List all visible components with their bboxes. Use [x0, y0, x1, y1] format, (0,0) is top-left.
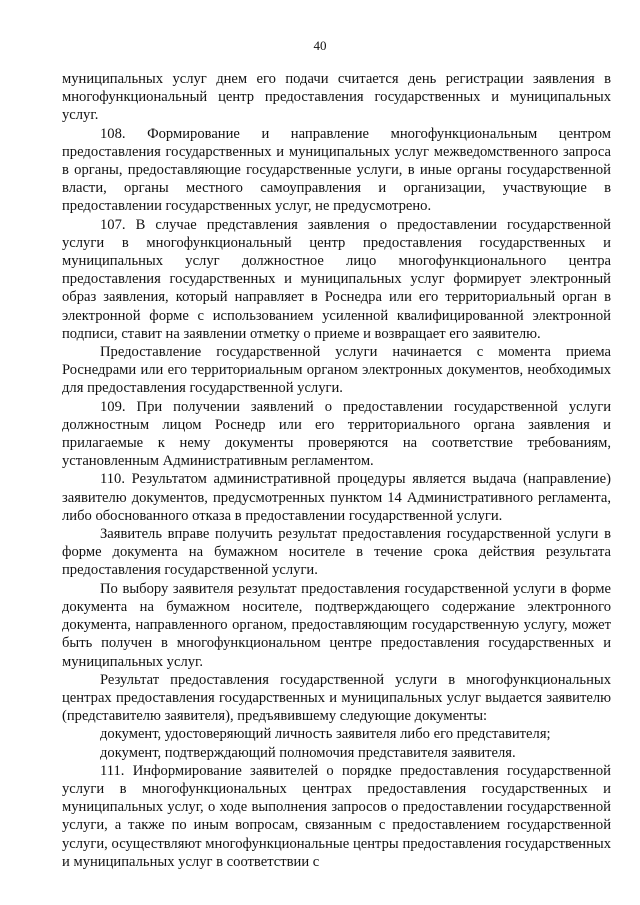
list-item-identity-document: документ, удостоверяющий личность заявителя либо его представителя;	[100, 726, 551, 743]
paragraph-continuation: муниципальных услуг днем его подачи считается день регистрации заявления в многофункциональный центр предоставления государственных и муниципальных услуг.	[62, 71, 611, 124]
paragraph-paper-result: Заявитель вправе получить результат предоставления государственной услуги в форме документа на бумажном носителе в течение срока действия результата предоставления государственной услуги.	[62, 526, 611, 579]
paragraph-mfc-result: По выбору заявителя результат предоставления государственной услуги в форме документа на бумажном носителе, подтверждающего содержание электронного документа, направленного органом, предоставляющим государственную услугу, может быть получен в многофункциональном центре предоставления государственных и муниципальных услуг.	[62, 580, 611, 670]
paragraph-110: 110. Результатом административной процедуры является выдача (направление) заявителю документов, предусмотренных пунктом 14 Административного регламента, либо обоснованного отказа в предоставлении государственной услуги.	[62, 471, 611, 524]
paragraph-107: 107. В случае представления заявления о предоставлении государственной услуги в многофункциональный центр предоставления государственных и муниципальных услуг должностное лицо многофункционального центра предоставления государственных и муниципальных услуг формирует электронный образ заявления, который направляет в Роснедра или его территориальный орган в электронной форме с использованием усиленной квалифицированной электронной подписи, ставит на заявлении отметку о приеме и возвращает его заявителю.	[62, 216, 611, 342]
paragraph-108: 108. Формирование и направление многофункциональным центром предоставления государственных и муниципальных услуг межведомственного запроса в органы, предоставляющие государственные услуги, в иные органы государственной власти, органы местного самоуправления и организации, участвующие в предоставлении государственных услуг, не предусмотрено.	[62, 125, 611, 215]
page-number: 40	[313, 38, 327, 53]
body-text	[62, 70, 611, 871]
paragraph-109: 109. При получении заявлений о предоставлении государственной услуги должностным лицом Роснедр или его территориального органа заявления и прилагаемые к нему документы проверяются на соответствие требованиям, установленным Административным регламентом.	[62, 398, 611, 470]
paragraph-service-start: Предоставление государственной услуги начинается с момента приема Роснедрами или его территориальным органом электронных документов, необходимых для предоставления государственной услуги.	[62, 344, 611, 397]
list-item-authority-document: документ, подтверждающий полномочия представителя заявителя.	[100, 744, 516, 761]
paragraph-result-issue: Результат предоставления государственной услуги в многофункциональных центрах предоставления государственных и муниципальных услуг выдается заявителю (представителю заявителя), предъявившему следующие документы:	[62, 671, 611, 725]
paragraph-111: 111. Информирование заявителей о порядке предоставления государственной услуги в многофункциональных центрах предоставления государственных и муниципальных услуг, о ходе выполнения запросов о предоставлении государственной услуги, а также по иным вопросам, связанным с предоставлением государственной услуги, осуществляют многофункциональные центры предоставления государственных и муниципальных услуг в соответствии с	[62, 762, 611, 870]
